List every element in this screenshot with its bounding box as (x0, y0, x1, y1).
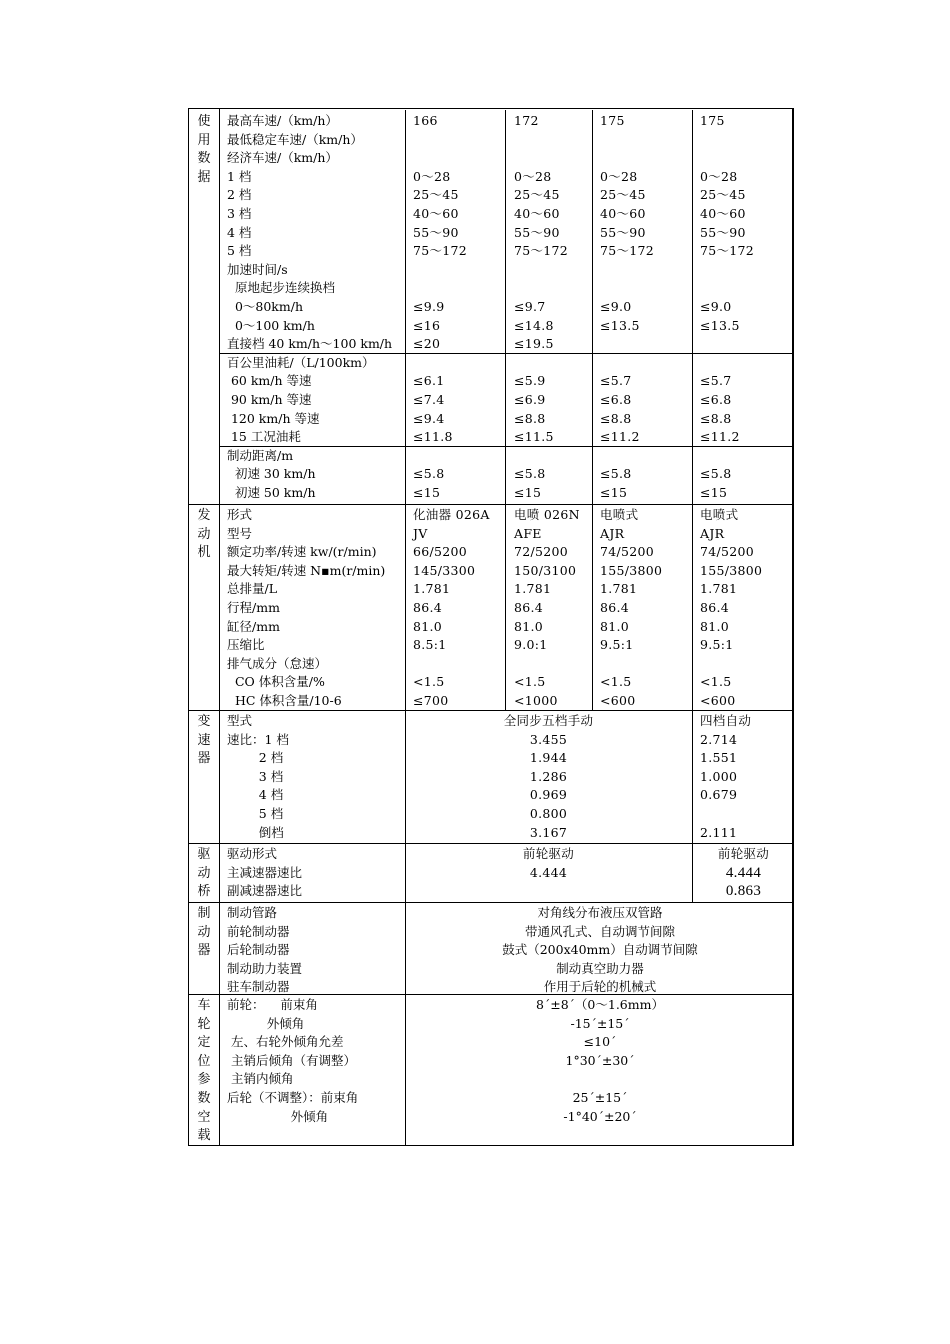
row-label: 前轮： 前束角 (227, 997, 318, 1012)
table-row (189, 261, 792, 280)
table-row (189, 205, 792, 224)
row-label: 最高车速/（km/h） (227, 113, 338, 128)
section-divider (189, 504, 792, 505)
row-label: 初速 30 km/h (227, 466, 316, 482)
value-cell: 55～90 (514, 224, 560, 240)
value-cell: ≤15 (600, 485, 628, 500)
value-cell: ≤8.8 (600, 410, 632, 426)
value-cell: 81.0 (514, 618, 544, 634)
value-cell: 75～172 (600, 243, 655, 259)
value-cell: ≤16 (413, 317, 441, 333)
auto-value: 2.714 (700, 731, 738, 747)
table-row (189, 824, 792, 843)
manual-value: 0.969 (529, 787, 568, 803)
auto-value: 1.551 (700, 750, 738, 766)
manual-value: 1.286 (529, 768, 568, 784)
value-cell: ≤5.8 (514, 466, 546, 482)
value-cell: 75～172 (700, 243, 755, 259)
value-cell: 72/5200 (514, 544, 569, 560)
auto-value: 0.863 (725, 883, 762, 900)
value-cell: 25～45 (700, 187, 746, 203)
value-cell: 9.5:1 (700, 637, 734, 653)
table-row (189, 882, 792, 901)
table-row (189, 506, 792, 525)
row-label: 行程/mm (227, 600, 280, 615)
value-cell: 86.4 (600, 600, 630, 615)
section-title-char: 使 (197, 114, 211, 129)
spec-value: 鼓式（200x40mm）自动调节间隙 (502, 942, 698, 958)
value-cell: <1.5 (413, 674, 445, 690)
value-cell: ≤11.2 (600, 429, 640, 445)
table-row (189, 786, 792, 805)
value-cell: 86.4 (413, 600, 443, 615)
value-cell: 74/5200 (700, 544, 755, 560)
manual-value: 3.167 (529, 824, 568, 840)
value-cell: 81.0 (700, 618, 730, 634)
row-label: CO 体积含量/% (227, 674, 325, 690)
value-cell: JV (413, 525, 428, 541)
value-cell: 8.5:1 (413, 637, 447, 653)
section-title-char: 轮 (197, 1016, 211, 1032)
row-label: 120 km/h 等速 (227, 410, 320, 426)
row-label: 直接档 40 km/h～100 km/h (227, 336, 393, 352)
value-cell: ≤5.8 (413, 466, 445, 482)
value-cell: ≤14.8 (514, 317, 554, 333)
spec-value: 8´±8´（0～1.6mm） (536, 997, 664, 1012)
row-label: 型式 (227, 713, 253, 728)
row-label: 压缩比 (227, 637, 265, 653)
value-cell: ≤11.8 (413, 429, 453, 445)
spec-value: -15´±15´ (570, 1015, 630, 1031)
value-cell: ≤15 (514, 485, 542, 500)
table-row (189, 978, 792, 997)
value-cell: 9.5:1 (600, 637, 634, 653)
value-cell: 75～172 (413, 243, 468, 259)
row-label: 原地起步连续换档 (227, 280, 335, 296)
auto-value: 0.679 (700, 787, 738, 803)
value-cell: 55～90 (413, 224, 459, 240)
table-row (189, 805, 792, 824)
table-row (189, 749, 792, 768)
row-label: 主销内倾角 (227, 1071, 294, 1087)
spec-value: -1°40´±20´ (563, 1108, 637, 1124)
value-cell: 166 (413, 113, 438, 128)
spec-value: 制动真空助力器 (556, 960, 644, 976)
section-title-char: 空 (197, 1109, 211, 1125)
manual-value: 全同步五档手动 (503, 713, 594, 728)
row-label: 排气成分（怠速） (227, 655, 328, 671)
row-label: 4 档 (227, 787, 284, 803)
value-cell: 81.0 (600, 618, 630, 634)
row-label: 3 档 (227, 768, 284, 784)
value-cell: ≤9.9 (413, 299, 445, 314)
section-title-char: 机 (197, 545, 211, 561)
value-cell: 40～60 (413, 206, 459, 221)
manual-value: 前轮驱动 (522, 846, 575, 861)
spec-value: 25´±15´ (572, 1090, 628, 1105)
table-row (189, 712, 792, 731)
table-row (189, 372, 792, 391)
value-cell: 86.4 (514, 600, 544, 615)
row-label: 初速 50 km/h (227, 485, 316, 500)
spec-value: 对角线分布液压双管路 (537, 905, 663, 920)
value-cell: ≤11.2 (700, 429, 740, 445)
table-row (189, 1089, 792, 1108)
value-cell: AJR (700, 525, 725, 541)
table-row (189, 1015, 792, 1034)
table-row (189, 410, 792, 429)
auto-value: 1.000 (700, 768, 738, 784)
row-label: 最大转矩/转速 N▪m(r/min) (227, 562, 386, 578)
row-label: 最低稳定车速/（km/h） (227, 131, 363, 147)
value-cell: 66/5200 (413, 544, 468, 560)
manual-value: 0.800 (529, 806, 568, 821)
manual-value: 3.455 (529, 731, 568, 747)
section-title-char: 制 (197, 906, 211, 921)
table-row (189, 904, 792, 923)
auto-value: 2.111 (700, 824, 738, 840)
table-row (189, 580, 792, 599)
row-label: 经济车速/（km/h） (227, 150, 338, 166)
row-label: 后轮制动器 (227, 942, 290, 958)
value-cell: 25～45 (413, 187, 459, 203)
table-row (189, 543, 792, 562)
value-cell: 55～90 (600, 224, 646, 240)
value-cell: 1.781 (600, 581, 638, 597)
value-cell: 55～90 (700, 224, 746, 240)
row-label: 倒档 (227, 824, 284, 840)
table-row (189, 618, 792, 637)
table-row (189, 354, 792, 373)
value-cell: ≤6.1 (413, 373, 445, 389)
row-label: 2 档 (227, 187, 252, 203)
value-cell: ≤9.4 (413, 410, 445, 426)
value-cell: 155/3800 (700, 562, 763, 578)
value-cell: ≤5.7 (600, 373, 632, 389)
table-row (189, 960, 792, 979)
table-row (189, 768, 792, 787)
value-cell: 25～45 (600, 187, 646, 203)
section-title-char: 驱 (197, 847, 211, 862)
row-label: 60 km/h 等速 (227, 373, 312, 389)
value-cell: 155/3800 (600, 562, 663, 578)
table-row (189, 317, 792, 336)
value-cell: ≤9.7 (514, 299, 546, 314)
section-title-char: 动 (197, 924, 211, 940)
value-cell: ≤5.7 (700, 373, 732, 389)
value-cell: ≤5.9 (514, 373, 546, 389)
value-cell: ≤6.8 (700, 392, 732, 407)
value-cell: ≤20 (413, 336, 441, 352)
row-label: HC 体积含量/10-6 (227, 693, 342, 708)
table-row (189, 599, 792, 618)
manual-value: 1.944 (529, 750, 568, 766)
section-title-char: 器 (197, 751, 211, 767)
value-cell: 电喷 026N (514, 507, 580, 522)
value-cell: ≤7.4 (413, 392, 445, 407)
value-cell: ≤6.8 (600, 392, 632, 407)
value-cell: ≤9.0 (600, 299, 632, 314)
value-cell: <1.5 (600, 674, 632, 690)
row-label: 外倾角 (227, 1015, 305, 1031)
table-row (189, 465, 792, 484)
value-cell: 电喷式 (700, 507, 739, 522)
value-cell: 145/3300 (413, 562, 476, 578)
value-cell: 175 (700, 113, 725, 128)
table-row (189, 447, 792, 466)
value-cell: 74/5200 (600, 544, 655, 560)
value-cell: ≤5.8 (600, 466, 632, 482)
row-label: 驱动形式 (227, 846, 278, 861)
value-cell: 25～45 (514, 187, 560, 203)
table-row (189, 335, 792, 354)
value-cell: AJR (600, 525, 625, 541)
value-cell: AFE (514, 525, 542, 541)
row-label: 5 档 (227, 806, 284, 821)
table-row (189, 1052, 792, 1071)
spec-value: 1°30´±30´ (565, 1052, 635, 1068)
value-cell: ≤15 (700, 485, 728, 500)
value-cell: ≤700 (413, 693, 449, 708)
value-cell: <1000 (514, 693, 558, 708)
section-title-char: 据 (197, 169, 211, 185)
value-cell: 9.0:1 (514, 637, 548, 653)
row-label: 形式 (227, 507, 253, 522)
row-label: 速比：1 档 (227, 731, 289, 747)
row-label: 制动管路 (227, 905, 278, 920)
value-cell: 86.4 (700, 600, 730, 615)
section-divider (189, 902, 792, 903)
manual-value: 4.444 (529, 864, 568, 880)
value-cell: 1.781 (514, 581, 552, 597)
section-title-char: 位 (197, 1053, 211, 1069)
auto-value: 前轮驱动 (717, 846, 770, 861)
row-label: 0～100 km/h (227, 317, 315, 333)
row-label: 5 档 (227, 243, 252, 259)
value-cell: 0～28 (514, 168, 552, 184)
value-cell: ≤8.8 (514, 410, 546, 426)
auto-value: 4.444 (725, 864, 762, 881)
row-label: 1 档 (227, 168, 252, 184)
row-label: 加速时间/s (227, 261, 288, 277)
value-cell: ≤6.9 (514, 392, 546, 407)
table-row (189, 242, 792, 261)
table-row (189, 186, 792, 205)
value-cell: 1.781 (700, 581, 738, 597)
table-row (189, 279, 792, 298)
auto-value: 四档自动 (700, 713, 752, 728)
table-row (189, 1033, 792, 1052)
value-cell: <1.5 (514, 674, 546, 690)
section-title-char: 车 (197, 998, 211, 1013)
spec-table (188, 108, 794, 1146)
table-row (189, 112, 792, 131)
table-row (189, 298, 792, 317)
section-title-char: 桥 (197, 884, 211, 900)
row-label: 左、右轮外倾角允差 (227, 1034, 344, 1050)
row-label: 3 档 (227, 206, 252, 221)
section-title-char: 参 (197, 1072, 211, 1088)
value-cell: <600 (600, 693, 636, 708)
value-cell: 172 (514, 113, 539, 128)
table-row (189, 428, 792, 447)
value-cell: 40～60 (514, 206, 560, 221)
row-label: 型号 (227, 525, 253, 541)
value-cell: ≤8.8 (700, 410, 732, 426)
row-label: 90 km/h 等速 (227, 392, 312, 407)
table-row (189, 525, 792, 544)
table-row (189, 131, 792, 150)
table-row (189, 168, 792, 187)
table-row (189, 864, 792, 883)
spec-value: 作用于后轮的机械式 (543, 979, 657, 995)
value-cell: <600 (700, 693, 736, 708)
value-cell: 75～172 (514, 243, 569, 259)
row-label: 缸径/mm (227, 618, 280, 634)
section-title-char: 动 (197, 526, 211, 542)
table-row (189, 845, 792, 864)
row-label: 制动距离/m (227, 447, 294, 463)
row-label: 外倾角 (227, 1108, 329, 1124)
value-cell: ≤9.0 (700, 299, 732, 314)
spec-value: ≤10´ (583, 1034, 617, 1050)
value-cell: ≤13.5 (600, 317, 640, 333)
table-row (189, 484, 792, 503)
value-cell: 150/3100 (514, 562, 577, 578)
row-label: 主销后倾角（有调整） (227, 1052, 356, 1068)
value-cell: <1.5 (700, 674, 732, 690)
section-title-char: 数 (197, 151, 211, 167)
section-divider (189, 843, 792, 844)
table-row (189, 655, 792, 674)
row-label: 前轮制动器 (227, 923, 290, 939)
table-row (189, 224, 792, 243)
table-row (189, 941, 792, 960)
row-label: 15 工况油耗 (227, 429, 301, 445)
value-cell: 电喷式 (600, 507, 639, 522)
section-title-char: 变 (197, 714, 211, 729)
row-label: 主减速器速比 (227, 864, 303, 880)
table-row (189, 923, 792, 942)
row-label: 总排量/L (227, 581, 278, 597)
table-row (189, 562, 792, 581)
row-label: 制动助力装置 (227, 960, 303, 976)
table-row (189, 692, 792, 711)
table-row (189, 636, 792, 655)
value-cell: 40～60 (600, 206, 646, 221)
value-cell: ≤5.8 (700, 466, 732, 482)
row-label: 额定功率/转速 kw/(r/min) (227, 544, 377, 560)
row-label: 后轮（不调整）：前束角 (227, 1090, 359, 1105)
section-title-char: 速 (197, 732, 211, 748)
value-cell: 81.0 (413, 618, 443, 634)
table-row (189, 149, 792, 168)
value-cell: 1.781 (413, 581, 451, 597)
row-label: 4 档 (227, 224, 252, 240)
section-title-char: 动 (197, 865, 211, 881)
spec-value: 带通风孔式、自动调节间隙 (524, 923, 675, 939)
value-cell: ≤15 (413, 485, 441, 500)
value-cell: 40～60 (700, 206, 746, 221)
value-cell: ≤13.5 (700, 317, 740, 333)
value-cell: ≤19.5 (514, 336, 554, 352)
table-row (189, 1108, 792, 1127)
section-title-char: 器 (197, 943, 211, 959)
table-row (189, 391, 792, 410)
row-label: 0～80km/h (227, 299, 303, 314)
value-cell: 0～28 (413, 168, 451, 184)
row-label: 副减速器速比 (227, 883, 303, 899)
row-label: 驻车制动器 (227, 979, 290, 995)
table-row (189, 1070, 792, 1089)
section-title-char: 用 (197, 132, 211, 148)
value-cell: 化油器 026A (413, 507, 490, 522)
section-title-char: 定 (197, 1035, 211, 1051)
section-title-char: 发 (197, 508, 211, 523)
row-label: 百公里油耗/（L/100km） (227, 354, 375, 370)
value-cell: 0～28 (600, 168, 638, 184)
section-title-char: 载 (197, 1128, 211, 1144)
value-cell: ≤11.5 (514, 429, 554, 445)
table-row (189, 673, 792, 692)
table-row (189, 996, 792, 1015)
value-cell: 0～28 (700, 168, 738, 184)
value-cell: 175 (600, 113, 625, 128)
row-label: 2 档 (227, 750, 284, 766)
section-title-char: 数 (197, 1090, 211, 1106)
table-row (189, 731, 792, 750)
